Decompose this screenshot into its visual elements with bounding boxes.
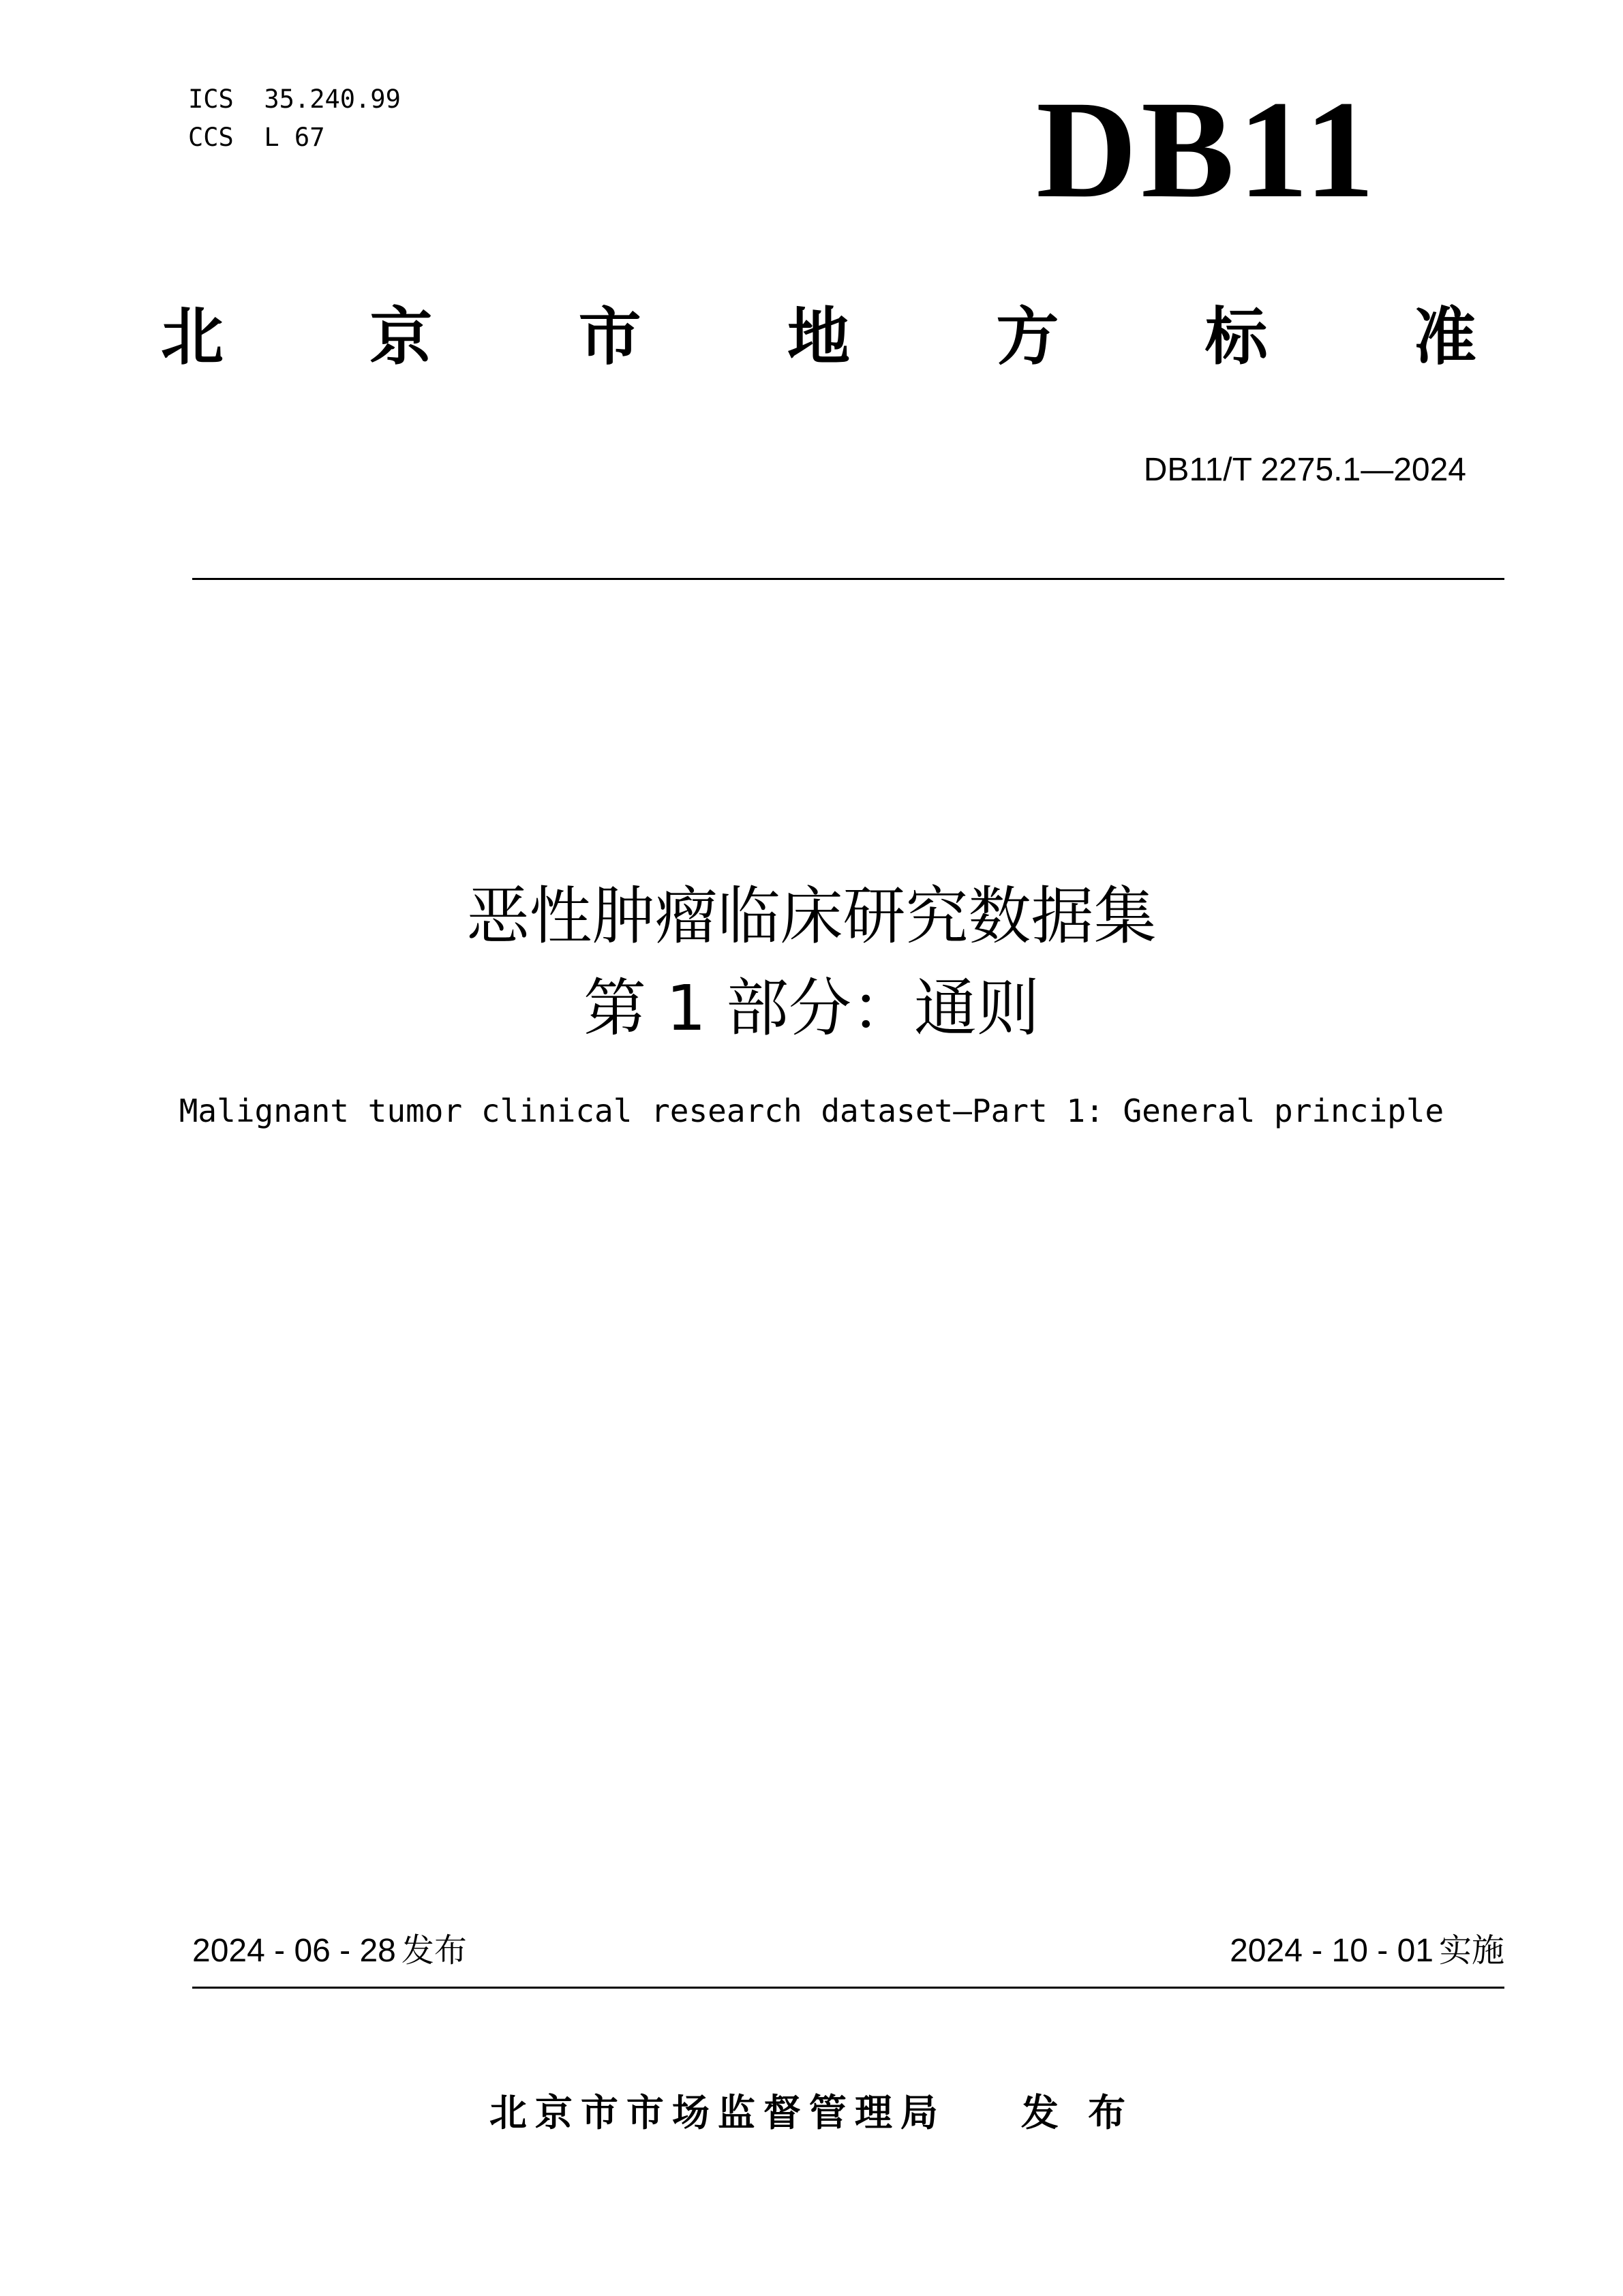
title-chinese-line2: 第 1 部分：通则 [583,972,1040,1045]
standard-type-char: 地 [787,301,850,373]
publish-label: 发布 [401,1931,467,1970]
ics-code: ICS 35.240.99 [188,85,401,114]
classification-codes [188,80,401,157]
title-english: Malignant tumor clinical research dataset—Part 1: General principle [179,1092,1444,1129]
standard-number: DB11/T 2275.1—2024 [1143,452,1466,488]
standard-type-char: 北 [161,301,224,373]
standard-type-char: 市 [578,301,641,373]
publisher-line [0,2089,1623,2137]
standard-type-char: 京 [369,301,433,373]
ccs-code: CCS L 67 [188,123,325,152]
implement-date: 2024 - 10 - 01 [1230,1933,1434,1969]
title-chinese-line1: 恶性肿瘤临床研究数据集 [466,880,1157,953]
standard-type-heading [161,300,1476,375]
publish-date: 2024 - 06 - 28 [192,1933,396,1969]
publisher-name: 北京市市场监督管理局 [489,2091,946,2134]
publish-date-row [192,1930,467,1972]
db11-logo: DB11 [1036,72,1379,227]
implement-date-row [1230,1930,1504,1972]
standard-type-char: 准 [1413,301,1476,373]
bottom-divider [192,1987,1504,1989]
standard-type-char: 标 [1204,301,1268,373]
standard-type-char: 方 [996,301,1059,373]
implement-label: 实施 [1438,1931,1504,1970]
publisher-action: 发 布 [1020,2091,1134,2134]
top-divider [192,578,1504,580]
